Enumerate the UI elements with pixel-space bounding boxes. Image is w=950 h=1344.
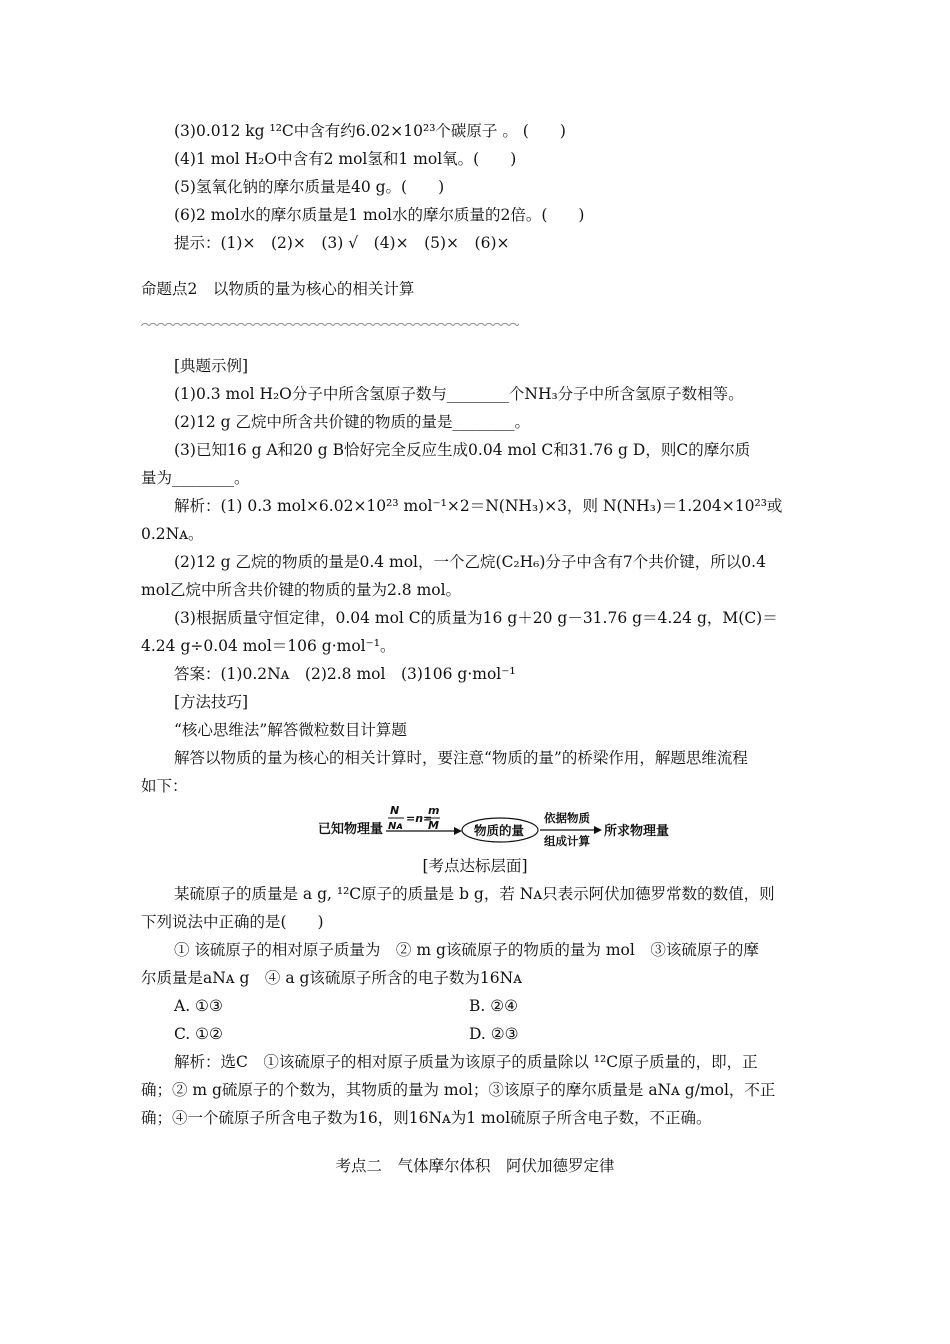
flow-target-quantity: 所求物理量: [604, 824, 670, 839]
option-d: D. ②③: [469, 1025, 519, 1043]
section-heading-kaodian-2: 考点二 气体摩尔体积 阿伏加德罗定律: [335, 1157, 615, 1175]
assessment-label: [考点达标层面]: [422, 857, 528, 875]
method-label: [方法技巧]: [174, 693, 249, 711]
example-q3: (3)已知16 g A和20 g B恰好完全反应生成0.04 mol C和31.76 g D，则C的摩尔质: [174, 441, 751, 459]
analysis-3-cont: 4.24 g÷0.04 mol＝106 g·mol⁻¹。: [141, 637, 396, 655]
flow-formula-m-top: m: [428, 804, 440, 817]
solution-2: 确；② m g硫原子的个数为，其物质的量为 mol；③该原子的摩尔质量是 aNᴀ g/mol，不正: [141, 1081, 776, 1099]
question-4: (4)1 mol H₂O中含有2 mol氢和1 mol氧。( ): [174, 150, 517, 168]
flow-arrow-bottom-label: 组成计算: [544, 834, 590, 848]
wavy-underline: [141, 318, 519, 328]
example-label: [典题示例]: [174, 357, 249, 375]
solution-3: 确；④一个硫原子所含电子数为16，则16Nᴀ为1 mol硫原子所含电子数，不正确。: [141, 1109, 712, 1127]
problem-statements: ① 该硫原子的相对原子质量为 ② m g该硫原子的物质的量为 mol ③该硫原子的摩: [174, 941, 759, 959]
example-q3-cont: 量为________。: [141, 469, 250, 487]
flow-formula-na: Nᴀ: [388, 821, 403, 832]
option-a: A. ①③: [174, 997, 223, 1015]
solution-1: 解析：选C ①该硫原子的相对原子质量为该原子的质量除以 ¹²C原子质量的，即，正: [174, 1053, 758, 1071]
problem-statements-cont: 尔质量是aNᴀ g ④ a g该硫原子所含的电子数为16Nᴀ: [141, 969, 522, 987]
flow-formula-mid: =n=: [406, 812, 433, 825]
analysis-1: 解析：(1) 0.3 mol×6.02×10²³ mol⁻¹×2＝N(NH₃)×3，则 N(NH₃)＝1.204×10²³或: [174, 497, 783, 515]
flow-formula-n-top: N: [390, 804, 400, 817]
hint-answers: 提示：(1)× (2)× (3) √ (4)× (5)× (6)×: [174, 234, 510, 252]
option-b: B. ②④: [469, 997, 519, 1015]
problem-stem-cont: 下列说法中正确的是( ): [141, 913, 324, 931]
question-6: (6)2 mol水的摩尔质量是1 mol水的摩尔质量的2倍。( ): [174, 206, 585, 224]
problem-stem: 某硫原子的质量是 a g, ¹²C原子的质量是 b g，若 Nᴀ只表示阿伏加德罗常数的数值，则: [174, 885, 775, 903]
question-3: (3)0.012 kg ¹²C中含有约6.02×10²³个碳原子 。 ( ): [174, 122, 566, 140]
analysis-1-cont: 0.2Nᴀ。: [141, 525, 204, 543]
flow-diagram: [318, 798, 678, 858]
method-title: “核心思维法”解答微粒数目计算题: [174, 721, 407, 739]
answer-line: 答案：(1)0.2Nᴀ (2)2.8 mol (3)106 g·mol⁻¹: [174, 665, 516, 683]
section-heading-2: 命题点2 以物质的量为核心的相关计算: [141, 280, 415, 298]
method-text-cont: 如下：: [141, 777, 188, 795]
example-q2: (2)12 g 乙烷中所含共价键的物质的量是________。: [174, 413, 530, 431]
flow-formula-m-bottom: M: [428, 819, 439, 832]
example-q1: (1)0.3 mol H₂O分子中所含氢原子数与________个NH₃分子中所含氢原子数相等。: [174, 385, 744, 403]
analysis-2-cont: mol乙烷中所含共价键的物质的量为2.8 mol。: [141, 581, 462, 599]
analysis-2: (2)12 g 乙烷的物质的量是0.4 mol，一个乙烷(C₂H₆)分子中含有7个共价键，所以0.4: [174, 553, 766, 571]
flow-center-label: 物质的量: [474, 823, 525, 838]
option-c: C. ①②: [174, 1025, 223, 1043]
question-5: (5)氢氧化钠的摩尔质量是40 g。( ): [174, 178, 445, 196]
flow-arrow-top-label: 依据物质: [544, 811, 590, 825]
analysis-3: (3)根据质量守恒定律，0.04 mol C的质量为16 g＋20 g－31.76 g＝4.24 g，M(C)＝: [174, 609, 778, 627]
flow-known-quantity: 已知物理量: [318, 822, 384, 837]
method-text: 解答以物质的量为核心的相关计算时，要注意“物质的量”的桥梁作用，解题思维流程: [174, 749, 748, 767]
